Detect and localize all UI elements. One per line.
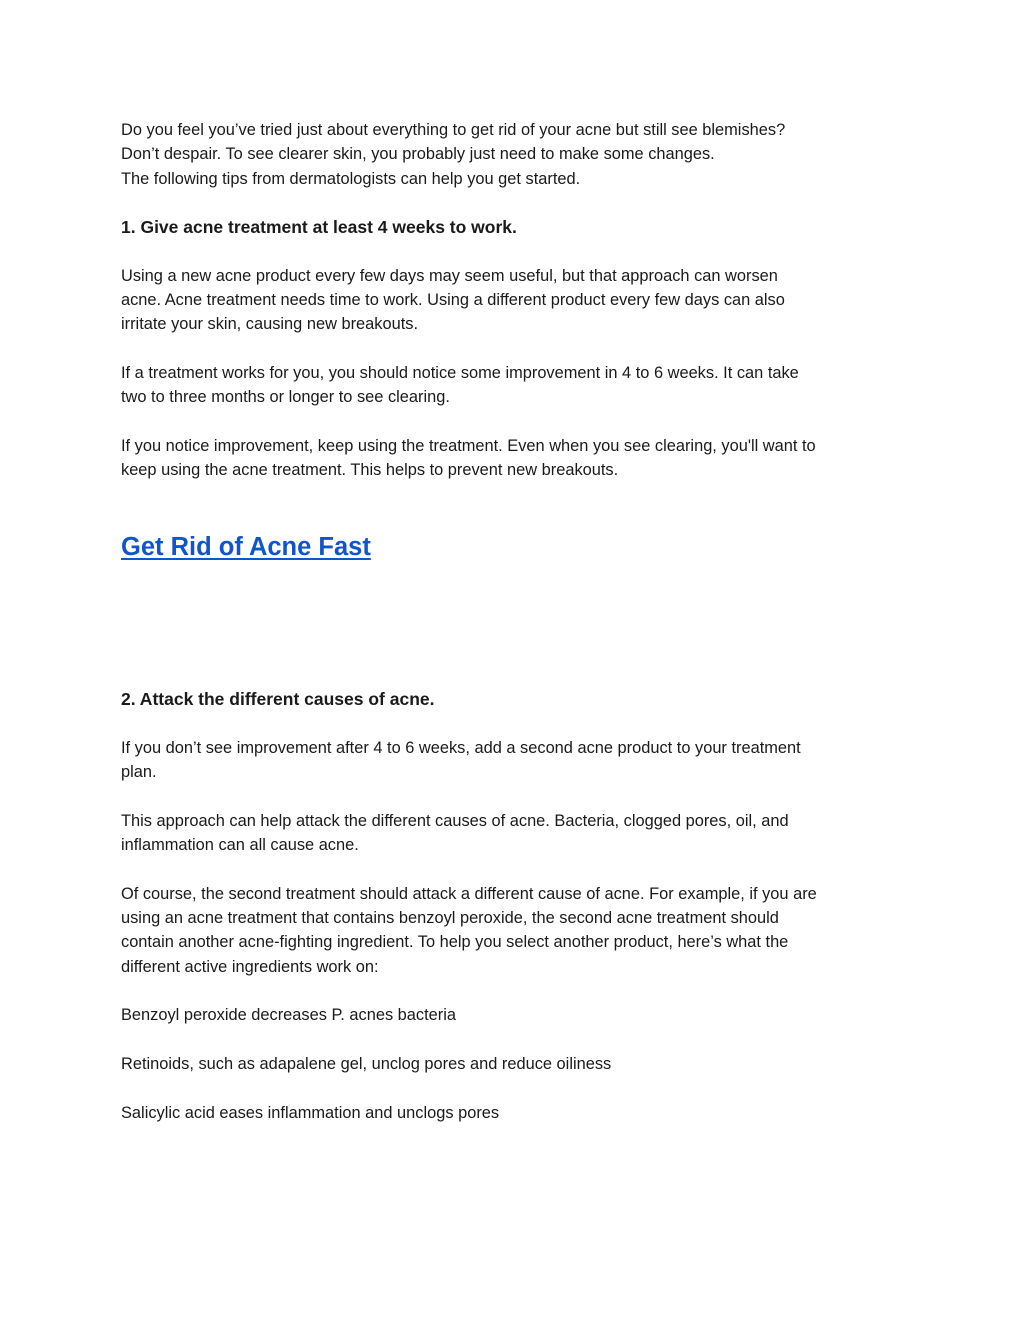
section-1-paragraph-2: If a treatment works for you, you should notice some improvement in 4 to 6 weeks. It can take two to three months or longer to see clearing. — [121, 363, 799, 407]
section-2-heading: 2. Attack the different causes of acne. — [121, 689, 435, 710]
section-1-heading: 1. Give acne treatment at least 4 weeks to work. — [121, 217, 517, 238]
section-2-paragraph-2: This approach can help attack the different causes of acne. Bacteria, clogged pores, oil, and inflammation can all cause acne. — [121, 811, 789, 855]
intro-paragraph: Do you feel you’ve tried just about everything to get rid of your acne but still see blemishes? Don’t despair. To see clearer skin, you probably just need to make some changes. The following tips from dermatologists can help you get started. — [121, 121, 786, 188]
section-1-paragraph-1: Using a new acne product every few days may seem useful, but that approach can worsen acne. Acne treatment needs time to work. Using a different product every few days can also irritate your skin, causing new breakouts. — [121, 266, 785, 334]
section-2-paragraph-1: If you don’t see improvement after 4 to 6 weeks, add a second acne product to your treatment plan. — [121, 739, 801, 782]
get-rid-of-acne-link[interactable]: Get Rid of Acne Fast — [121, 533, 371, 562]
ingredient-benzoyl-peroxide: Benzoyl peroxide decreases P. acnes bacteria — [121, 1006, 456, 1025]
section-1-paragraph-3: If you notice improvement, keep using the treatment. Even when you see clearing, you'll want to keep using the acne treatment. This helps to prevent new breakouts. — [121, 436, 816, 480]
document-page — [121, 118, 911, 1125]
ingredient-salicylic-acid: Salicylic acid eases inflammation and unclogs pores — [121, 1103, 500, 1122]
section-2-paragraph-3: Of course, the second treatment should attack a different cause of acne. For example, if you are using an acne treatment that contains benzoyl peroxide, the second acne treatment should contain another acne-fighting ingredient. To help you select another product, here’s what the different active ingredients work on: — [121, 884, 817, 976]
ingredient-retinoids: Retinoids, such as adapalene gel, unclog pores and reduce oiliness — [121, 1054, 612, 1073]
